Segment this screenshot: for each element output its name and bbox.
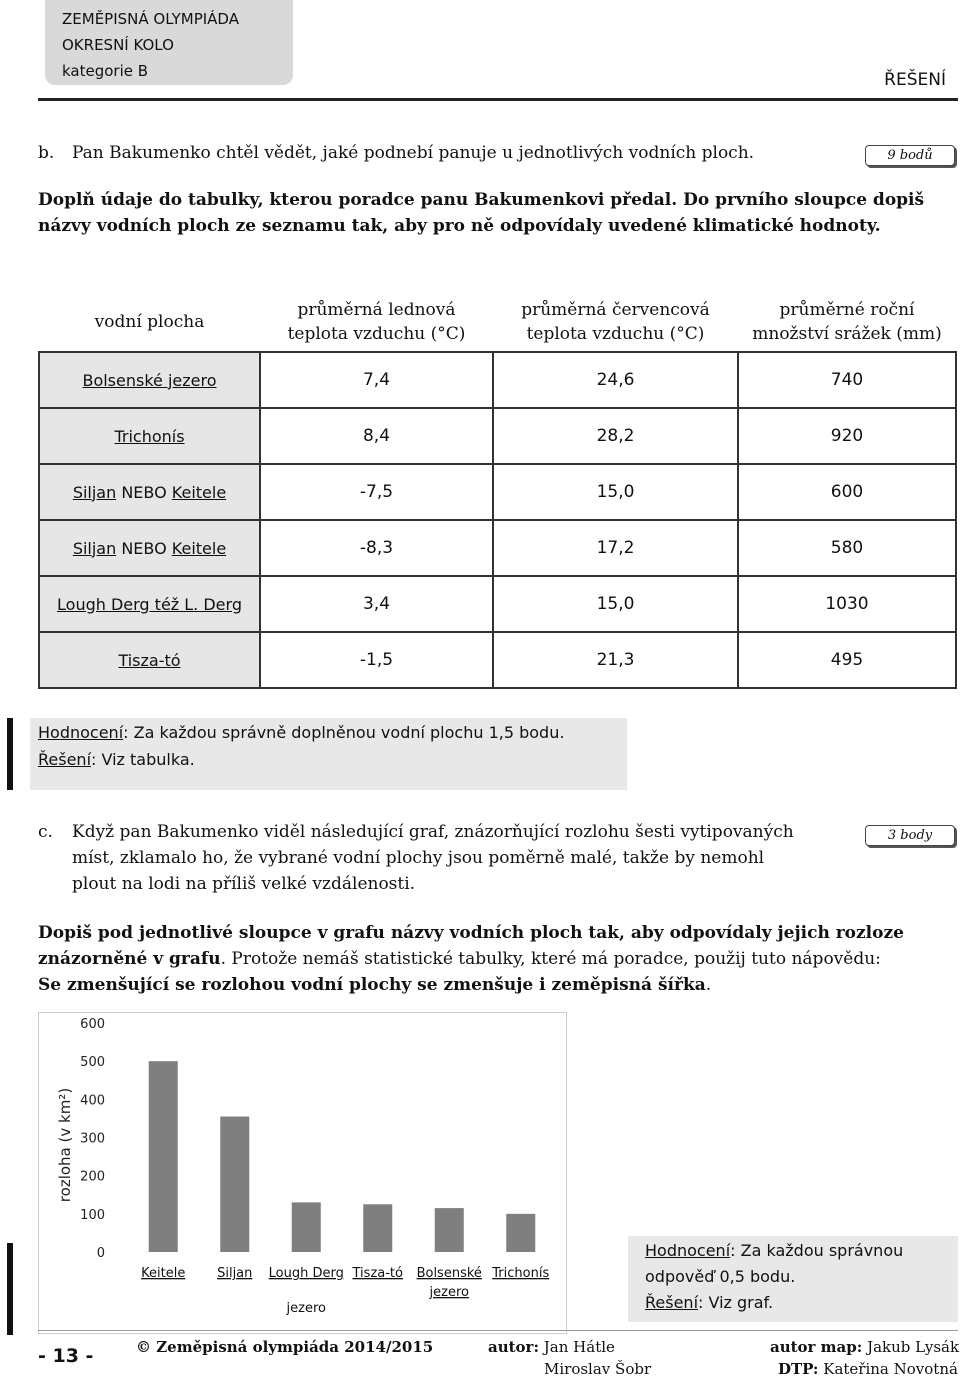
bar	[220, 1117, 249, 1252]
bar	[435, 1208, 464, 1252]
jul-temp-cell: 28,2	[493, 408, 738, 464]
task-c-instruction-1: Dopiš pod jednotlivé sloupce v grafu názvy vodních ploch tak, aby odpovídaly jejich rozloze	[38, 923, 904, 943]
lake-name-cell: Lough Derg též L. Derg	[39, 576, 260, 632]
eval-marker-2	[7, 1243, 13, 1335]
jan-temp-cell: 3,4	[260, 576, 493, 632]
lake-name-cell: Tisza-tó	[39, 632, 260, 688]
y-axis-title: rozloha (v km²)	[56, 1087, 74, 1203]
footer-map-author: autor map: Jakub Lysák	[770, 1338, 960, 1356]
evaluation-line-1: Hodnocení: Za každou správně doplněnou vodní plochu 1,5 bodu.	[38, 723, 565, 742]
jul-temp-cell: 15,0	[493, 576, 738, 632]
footer-authors: autor: Jan Hátle	[488, 1338, 615, 1356]
bar	[292, 1202, 321, 1252]
y-tick-label: 200	[80, 1169, 105, 1185]
category-label: Trichonís	[492, 1266, 550, 1281]
task-b-points: 9 bodů	[865, 145, 955, 166]
task-b-instruction-2: názvy vodních ploch ze seznamu tak, aby pro ně odpovídaly uvedené klimatické hodnoty.	[38, 216, 881, 236]
jul-temp-cell: 24,6	[493, 352, 738, 408]
y-tick-label: 0	[96, 1246, 105, 1261]
jan-temp-cell: -7,5	[260, 464, 493, 520]
task-c-line-1: Když pan Bakumenko viděl následující graf, znázorňující rozlohu šesti vytipovaných	[72, 822, 794, 842]
footer-copyright: © Zeměpisná olympiáda 2014/2015	[136, 1338, 434, 1356]
olympiad-title: ZEMĚPISNÁ OLYMPIÁDA	[62, 10, 239, 28]
footer-author-2: Miroslav Šobr	[544, 1360, 652, 1378]
y-tick-label: 500	[80, 1055, 105, 1071]
rainfall-cell: 580	[738, 520, 956, 576]
evaluation-2-line-1: Hodnocení: Za každou správnou	[645, 1241, 904, 1260]
footer-dtp: DTP: Kateřina Novotná	[778, 1360, 958, 1378]
lake-name-cell: Bolsenské jezero	[39, 352, 260, 408]
task-b-letter: b.	[38, 143, 55, 163]
evaluation-2-line-2: odpověď 0,5 bodu.	[645, 1267, 796, 1286]
category-label-line-2: jezero	[429, 1285, 469, 1300]
category-label: Siljan	[217, 1266, 253, 1281]
task-c-line-2: míst, zklamalo ho, že vybrané vodní plochy jsou poměrně malé, takže by nemohl	[72, 848, 765, 868]
lake-name-cell: Siljan NEBO Keitele	[39, 464, 260, 520]
category-label: Keitele	[141, 1266, 186, 1281]
category-label: Lough Derg	[268, 1266, 344, 1281]
rainfall-cell: 600	[738, 464, 956, 520]
rainfall-cell: 495	[738, 632, 956, 688]
footer-divider	[38, 1330, 958, 1331]
solution-line-2: Řešení: Viz graf.	[645, 1293, 774, 1312]
header-jan-temp: průměrná lednová teplota vzduchu (°C)	[287, 300, 466, 344]
task-c-letter: c.	[38, 822, 53, 842]
solution-line-1: Řešení: Viz tabulka.	[38, 750, 195, 769]
jul-temp-cell: 17,2	[493, 520, 738, 576]
header-jul-temp: průměrná červencová teplota vzduchu (°C)	[521, 300, 710, 344]
task-c-points: 3 body	[865, 825, 955, 846]
lake-name-cell: Trichonís	[39, 408, 260, 464]
rainfall-cell: 740	[738, 352, 956, 408]
lake-name-cell: Siljan NEBO Keitele	[39, 520, 260, 576]
bar	[149, 1061, 178, 1252]
y-tick-label: 600	[80, 1017, 105, 1032]
jul-temp-cell: 15,0	[493, 464, 738, 520]
y-tick-label: 100	[80, 1207, 105, 1223]
jan-temp-cell: -1,5	[260, 632, 493, 688]
task-b-text: Pan Bakumenko chtěl vědět, jaké podnebí panuje u jednotlivých vodních ploch.	[72, 143, 755, 163]
y-tick-label: 300	[80, 1131, 105, 1147]
task-c-instruction-2: znázorněné v grafu. Protože nemáš statistické tabulky, které má poradce, použij tuto nápovědu:	[38, 949, 881, 969]
rainfall-cell: 1030	[738, 576, 956, 632]
task-c-instruction-3: Se zmenšující se rozlohou vodní plochy se zmenšuje i zeměpisná šířka.	[38, 975, 712, 995]
category-label-line-2: jezero	[286, 1301, 326, 1316]
category-label: Tisza-tó	[352, 1266, 403, 1281]
y-tick-label: 400	[80, 1093, 105, 1109]
jan-temp-cell: 7,4	[260, 352, 493, 408]
bar	[363, 1204, 392, 1252]
task-b-instruction-1: Doplň údaje do tabulky, kterou poradce panu Bakumenkovi předal. Do prvního sloupce dopiš	[38, 190, 925, 210]
round-title: OKRESNÍ KOLO	[62, 36, 174, 54]
jul-temp-cell: 21,3	[493, 632, 738, 688]
solution-label: ŘEŠENÍ	[884, 70, 946, 90]
header-lake: vodní plocha	[94, 312, 205, 332]
header-rainfall: průměrné roční množství srážek (mm)	[752, 300, 942, 344]
rainfall-cell: 920	[738, 408, 956, 464]
task-c-line-3: plout na lodi na příliš velké vzdálenosti.	[72, 874, 416, 894]
category-label: Bolsenské	[416, 1266, 482, 1281]
page-number: - 13 -	[38, 1345, 94, 1367]
jan-temp-cell: 8,4	[260, 408, 493, 464]
bar	[506, 1214, 535, 1252]
jan-temp-cell: -8,3	[260, 520, 493, 576]
category-title: kategorie B	[62, 62, 149, 80]
